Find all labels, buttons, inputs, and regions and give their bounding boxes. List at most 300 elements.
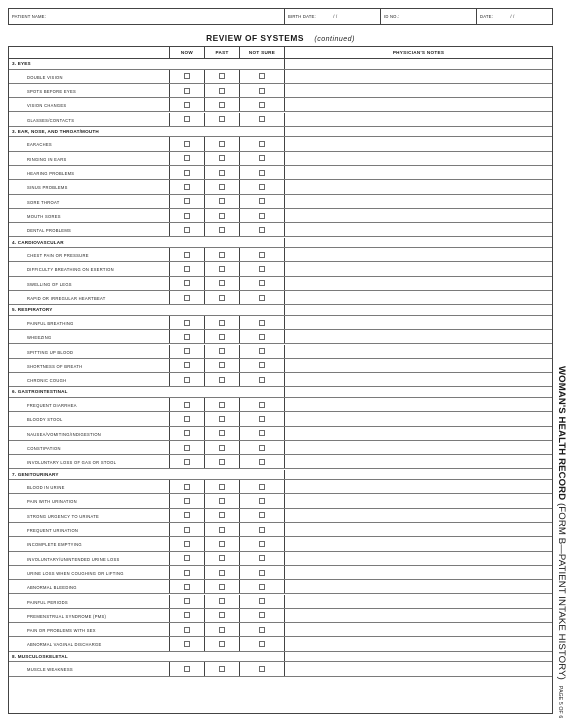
now-cell [169, 195, 204, 208]
now-checkbox[interactable] [184, 155, 190, 161]
symptom-label: CHEST PAIN OR PRESSURE [27, 253, 89, 259]
past-checkbox[interactable] [219, 73, 225, 79]
symptom-label: SHORTNESS OF BREATH [27, 363, 83, 369]
symptom-label: MOUTH SORES [27, 213, 61, 219]
physician-notes-field[interactable] [284, 595, 552, 608]
physician-notes-field[interactable] [284, 137, 552, 150]
page-number: PAGE 5 OF 6 [557, 685, 563, 719]
symptom-label: DOUBLE VISION [27, 74, 63, 80]
physician-notes-field[interactable] [284, 113, 552, 126]
not-sure-checkbox[interactable] [259, 484, 265, 490]
now-checkbox[interactable] [184, 362, 190, 368]
symptom-label: BLOOD IN URINE [27, 485, 65, 491]
section-notes-cell [284, 238, 552, 248]
now-checkbox[interactable] [184, 570, 190, 576]
not-sure-checkbox[interactable] [259, 334, 265, 340]
not-sure-cell [239, 609, 284, 622]
now-cell [169, 537, 204, 550]
symptom-label: FREQUENT DIARRHEA [27, 403, 77, 408]
date-field[interactable] [477, 9, 552, 24]
physician-notes-field[interactable] [284, 441, 552, 454]
physician-notes-field[interactable] [284, 98, 552, 111]
past-cell [204, 552, 239, 565]
symptom-label: CHRONIC COUGH [27, 378, 67, 384]
past-checkbox[interactable] [219, 641, 225, 647]
past-checkbox[interactable] [219, 362, 225, 368]
physician-notes-field[interactable] [284, 494, 552, 507]
not-sure-checkbox[interactable] [259, 377, 265, 383]
physician-notes-field[interactable] [284, 552, 552, 565]
not-sure-checkbox[interactable] [259, 213, 265, 219]
not-sure-cell [239, 180, 284, 193]
now-checkbox[interactable] [184, 584, 190, 590]
not-sure-checkbox[interactable] [259, 666, 265, 672]
not-sure-cell [239, 662, 284, 675]
table-row [9, 137, 552, 151]
physician-notes-field[interactable] [284, 291, 552, 304]
not-sure-checkbox[interactable] [259, 73, 265, 79]
section-notes-cell [284, 127, 552, 137]
table-row [9, 662, 552, 676]
past-checkbox[interactable] [219, 334, 225, 340]
past-checkbox[interactable] [219, 430, 225, 436]
symptom-label: CONSTIPATION [27, 445, 61, 451]
physician-notes-field[interactable] [284, 537, 552, 550]
section-row [9, 59, 552, 70]
not-sure-checkbox[interactable] [259, 170, 265, 176]
past-checkbox[interactable] [219, 116, 225, 122]
not-sure-cell [239, 455, 284, 468]
physician-notes-field[interactable] [284, 427, 552, 440]
section-heading: 7. GENITOURINARY [12, 471, 59, 477]
now-cell [169, 98, 204, 111]
now-cell [169, 291, 204, 304]
table-header-row [9, 47, 552, 59]
past-cell [204, 494, 239, 507]
past-checkbox[interactable] [219, 459, 225, 465]
now-checkbox[interactable] [184, 627, 190, 633]
past-cell [204, 84, 239, 97]
table-row [9, 552, 552, 566]
now-cell [169, 412, 204, 425]
table-row [9, 523, 552, 537]
symptom-label: ABNORMAL VAGINAL DISCHARGE [27, 642, 102, 648]
now-checkbox[interactable] [184, 213, 190, 219]
now-cell [169, 84, 204, 97]
date-slashes: / / [510, 14, 515, 19]
now-cell [169, 662, 204, 675]
section-heading: 3. EAR, NOSE, AND THROAT/MOUTH [12, 128, 99, 134]
now-checkbox[interactable] [184, 484, 190, 490]
past-cell [204, 166, 239, 179]
not-sure-checkbox[interactable] [259, 512, 265, 518]
past-cell [204, 359, 239, 372]
now-cell [169, 277, 204, 290]
not-sure-cell [239, 373, 284, 386]
not-sure-cell [239, 248, 284, 261]
now-cell [169, 330, 204, 343]
symptom-label: SINUS PROBLEMS [27, 185, 68, 191]
table-row [9, 98, 552, 112]
symptom-label: ABNORMAL BLEEDING [27, 585, 77, 591]
not-sure-checkbox[interactable] [259, 402, 265, 408]
not-sure-checkbox[interactable] [259, 416, 265, 422]
not-sure-cell [239, 98, 284, 111]
past-checkbox[interactable] [219, 141, 225, 147]
table-row [9, 609, 552, 623]
now-cell [169, 609, 204, 622]
now-checkbox[interactable] [184, 416, 190, 422]
table-row [9, 359, 552, 373]
not-sure-checkbox[interactable] [259, 295, 265, 301]
now-cell [169, 566, 204, 579]
not-sure-checkbox[interactable] [259, 362, 265, 368]
past-checkbox[interactable] [219, 612, 225, 618]
now-cell [169, 262, 204, 275]
past-cell [204, 195, 239, 208]
past-checkbox[interactable] [219, 198, 225, 204]
past-cell [204, 455, 239, 468]
not-sure-cell [239, 330, 284, 343]
now-checkbox[interactable] [184, 170, 190, 176]
table-row [9, 248, 552, 262]
section-notes-cell [284, 387, 552, 397]
physician-notes-field[interactable] [284, 580, 552, 593]
now-cell [169, 180, 204, 193]
now-checkbox[interactable] [184, 116, 190, 122]
now-checkbox[interactable] [184, 402, 190, 408]
physician-notes-field[interactable] [284, 277, 552, 290]
not-sure-cell [239, 262, 284, 275]
physician-notes-field[interactable] [284, 509, 552, 522]
physician-notes-field[interactable] [284, 70, 552, 83]
now-checkbox[interactable] [184, 445, 190, 451]
now-cell [169, 70, 204, 83]
not-sure-checkbox[interactable] [259, 598, 265, 604]
physician-notes-field[interactable] [284, 455, 552, 468]
not-sure-cell [239, 595, 284, 608]
now-checkbox[interactable] [184, 295, 190, 301]
symptom-label: GLASSES/CONTACTS [27, 117, 75, 123]
not-sure-cell [239, 537, 284, 550]
now-cell [169, 137, 204, 150]
symptom-label: RAPID OR IRREGULAR HEARTBEAT [27, 296, 106, 301]
past-checkbox[interactable] [219, 627, 225, 633]
past-cell [204, 373, 239, 386]
now-cell [169, 455, 204, 468]
past-cell [204, 277, 239, 290]
past-checkbox[interactable] [219, 584, 225, 590]
not-sure-checkbox[interactable] [259, 445, 265, 451]
past-cell [204, 180, 239, 193]
now-cell [169, 427, 204, 440]
past-cell [204, 398, 239, 411]
table-row [9, 595, 552, 609]
past-cell [204, 223, 239, 236]
not-sure-cell [239, 291, 284, 304]
symptom-label: PAINFUL BREATHING [27, 320, 74, 326]
symptom-label: DENTAL PROBLEMS [27, 228, 72, 234]
not-sure-checkbox[interactable] [259, 541, 265, 547]
not-sure-cell [239, 509, 284, 522]
now-checkbox[interactable] [184, 527, 190, 533]
section-heading: 3. EYES [12, 61, 31, 66]
past-checkbox[interactable] [219, 184, 225, 190]
table-row [9, 455, 552, 469]
physician-notes-field[interactable] [284, 523, 552, 536]
past-checkbox[interactable] [219, 498, 225, 504]
now-cell [169, 209, 204, 222]
physician-notes-field[interactable] [284, 373, 552, 386]
section-notes-cell [284, 305, 552, 315]
past-checkbox[interactable] [219, 213, 225, 219]
not-sure-cell [239, 398, 284, 411]
table-row [9, 291, 552, 305]
past-checkbox[interactable] [219, 570, 225, 576]
not-sure-checkbox[interactable] [259, 498, 265, 504]
now-cell [169, 580, 204, 593]
physician-notes-field[interactable] [284, 209, 552, 222]
past-checkbox[interactable] [219, 527, 225, 533]
now-checkbox[interactable] [184, 641, 190, 647]
symptom-column-header [9, 47, 169, 58]
physician-notes-field[interactable] [284, 262, 552, 275]
past-checkbox[interactable] [219, 348, 225, 354]
now-checkbox[interactable] [184, 541, 190, 547]
past-cell [204, 330, 239, 343]
past-cell [204, 637, 239, 650]
now-cell [169, 441, 204, 454]
past-checkbox[interactable] [219, 280, 225, 286]
now-checkbox[interactable] [184, 102, 190, 108]
past-checkbox[interactable] [219, 102, 225, 108]
not-sure-cell [239, 316, 284, 329]
now-cell [169, 166, 204, 179]
symptom-label: BLOODY STOOL [27, 417, 63, 423]
review-of-systems-table [8, 46, 553, 714]
not-sure-checkbox[interactable] [259, 141, 265, 147]
section-heading: 6. GASTROINTESTINAL [12, 389, 68, 395]
past-checkbox[interactable] [219, 295, 225, 301]
table-row [9, 70, 552, 84]
not-sure-checkbox[interactable] [259, 555, 265, 561]
past-cell [204, 580, 239, 593]
not-sure-cell [239, 195, 284, 208]
past-cell [204, 412, 239, 425]
not-sure-cell [239, 152, 284, 165]
symptom-label: INVOLUNTARY LOSS OF GAS OR STOOL [27, 460, 117, 466]
not-sure-cell [239, 70, 284, 83]
physician-notes-field[interactable] [284, 330, 552, 343]
table-row [9, 166, 552, 180]
past-checkbox[interactable] [219, 252, 225, 258]
not-sure-checkbox[interactable] [259, 627, 265, 633]
symptom-label: INCOMPLETE EMPTYING [27, 542, 82, 548]
not-sure-checkbox[interactable] [259, 348, 265, 354]
symptom-label: NAUSEA/VOMITING/INDIGESTION [27, 431, 102, 437]
not-sure-checkbox[interactable] [259, 198, 265, 204]
past-checkbox[interactable] [219, 227, 225, 233]
now-checkbox[interactable] [184, 612, 190, 618]
now-cell [169, 623, 204, 636]
physician-notes-field[interactable] [284, 345, 552, 358]
now-checkbox[interactable] [184, 141, 190, 147]
table-row [9, 494, 552, 508]
past-checkbox[interactable] [219, 320, 225, 326]
not-sure-checkbox[interactable] [259, 252, 265, 258]
not-sure-checkbox[interactable] [259, 155, 265, 161]
symptom-label: SPITTING UP BLOOD [27, 349, 74, 355]
now-checkbox[interactable] [184, 88, 190, 94]
not-sure-checkbox[interactable] [259, 280, 265, 286]
table-row [9, 537, 552, 551]
now-checkbox[interactable] [184, 73, 190, 79]
past-cell [204, 152, 239, 165]
physician-notes-field[interactable] [284, 248, 552, 261]
form-side-title [556, 366, 573, 719]
past-checkbox[interactable] [219, 666, 225, 672]
now-checkbox[interactable] [184, 666, 190, 672]
physician-notes-field[interactable] [284, 480, 552, 493]
past-checkbox[interactable] [219, 598, 225, 604]
id-no-label: ID NO.: [384, 14, 400, 19]
physician-notes-field[interactable] [284, 166, 552, 179]
physician-notes-field[interactable] [284, 195, 552, 208]
not-sure-cell [239, 359, 284, 372]
physician-notes-field[interactable] [284, 84, 552, 97]
not-sure-checkbox[interactable] [259, 430, 265, 436]
now-checkbox[interactable] [184, 377, 190, 383]
physician-notes-field[interactable] [284, 412, 552, 425]
past-checkbox[interactable] [219, 555, 225, 561]
past-checkbox[interactable] [219, 266, 225, 272]
table-row [9, 223, 552, 237]
now-checkbox[interactable] [184, 459, 190, 465]
patient-header [8, 8, 553, 25]
not-sure-cell [239, 137, 284, 150]
id-no-field[interactable] [381, 9, 477, 24]
past-cell [204, 113, 239, 126]
physician-notes-field[interactable] [284, 180, 552, 193]
now-checkbox[interactable] [184, 430, 190, 436]
past-cell [204, 427, 239, 440]
physician-notes-field[interactable] [284, 662, 552, 675]
now-cell [169, 637, 204, 650]
not-sure-cell [239, 566, 284, 579]
now-cell [169, 523, 204, 536]
physician-notes-field[interactable] [284, 359, 552, 372]
not-sure-cell [239, 277, 284, 290]
physician-notes-field[interactable] [284, 609, 552, 622]
past-cell [204, 609, 239, 622]
physician-notes-field[interactable] [284, 637, 552, 650]
now-checkbox[interactable] [184, 198, 190, 204]
table-row [9, 113, 552, 127]
past-checkbox[interactable] [219, 416, 225, 422]
not-sure-checkbox[interactable] [259, 584, 265, 590]
past-checkbox[interactable] [219, 155, 225, 161]
physician-notes-field[interactable] [284, 223, 552, 236]
now-checkbox[interactable] [184, 598, 190, 604]
symptom-label: STRONG URGENCY TO URINATE [27, 513, 100, 519]
symptom-label: PREMENSTRUAL SYNDROME (PMS) [27, 613, 107, 619]
not-sure-checkbox[interactable] [259, 641, 265, 647]
not-sure-checkbox[interactable] [259, 88, 265, 94]
physician-notes-field[interactable] [284, 398, 552, 411]
past-checkbox[interactable] [219, 170, 225, 176]
section-heading: 4. CARDIOVASCULAR [12, 239, 64, 245]
now-cell [169, 552, 204, 565]
symptom-label: EARACHES [27, 142, 52, 148]
patient-name-field[interactable] [9, 9, 285, 24]
now-checkbox[interactable] [184, 184, 190, 190]
table-row [9, 509, 552, 523]
past-checkbox[interactable] [219, 512, 225, 518]
not-sure-cell [239, 427, 284, 440]
now-checkbox[interactable] [184, 512, 190, 518]
not-sure-checkbox[interactable] [259, 570, 265, 576]
not-sure-cell [239, 166, 284, 179]
now-checkbox[interactable] [184, 227, 190, 233]
section-row [9, 238, 552, 249]
symptom-label: SPOTS BEFORE EYES [27, 88, 77, 94]
table-row [9, 566, 552, 580]
now-checkbox[interactable] [184, 348, 190, 354]
physician-notes-field[interactable] [284, 623, 552, 636]
now-checkbox[interactable] [184, 252, 190, 258]
now-checkbox[interactable] [184, 280, 190, 286]
not-sure-checkbox[interactable] [259, 184, 265, 190]
not-sure-checkbox[interactable] [259, 102, 265, 108]
now-checkbox[interactable] [184, 555, 190, 561]
past-checkbox[interactable] [219, 484, 225, 490]
table-row [9, 398, 552, 412]
birth-date-field[interactable] [285, 9, 381, 24]
not-sure-checkbox[interactable] [259, 612, 265, 618]
now-cell [169, 509, 204, 522]
section-row [9, 652, 552, 663]
past-checkbox[interactable] [219, 445, 225, 451]
not-sure-checkbox[interactable] [259, 266, 265, 272]
past-cell [204, 595, 239, 608]
section-row [9, 470, 552, 481]
not-sure-cell [239, 552, 284, 565]
past-checkbox[interactable] [219, 402, 225, 408]
symptom-label: FREQUENT URINATION [27, 528, 79, 533]
now-checkbox[interactable] [184, 266, 190, 272]
past-checkbox[interactable] [219, 541, 225, 547]
symptom-label: INVOLUNTARY/UNINTENDED URINE LOSS [27, 556, 120, 562]
not-sure-checkbox[interactable] [259, 527, 265, 533]
now-cell [169, 480, 204, 493]
past-checkbox[interactable] [219, 377, 225, 383]
table-row [9, 480, 552, 494]
section-row [9, 305, 552, 316]
physician-notes-field[interactable] [284, 566, 552, 579]
physician-notes-field[interactable] [284, 152, 552, 165]
physician-notes-field[interactable] [284, 316, 552, 329]
past-checkbox[interactable] [219, 88, 225, 94]
not-sure-checkbox[interactable] [259, 227, 265, 233]
now-checkbox[interactable] [184, 320, 190, 326]
not-sure-checkbox[interactable] [259, 116, 265, 122]
now-checkbox[interactable] [184, 498, 190, 504]
past-cell [204, 480, 239, 493]
now-checkbox[interactable] [184, 334, 190, 340]
section-notes-cell [284, 470, 552, 480]
not-sure-checkbox[interactable] [259, 320, 265, 326]
not-sure-checkbox[interactable] [259, 459, 265, 465]
